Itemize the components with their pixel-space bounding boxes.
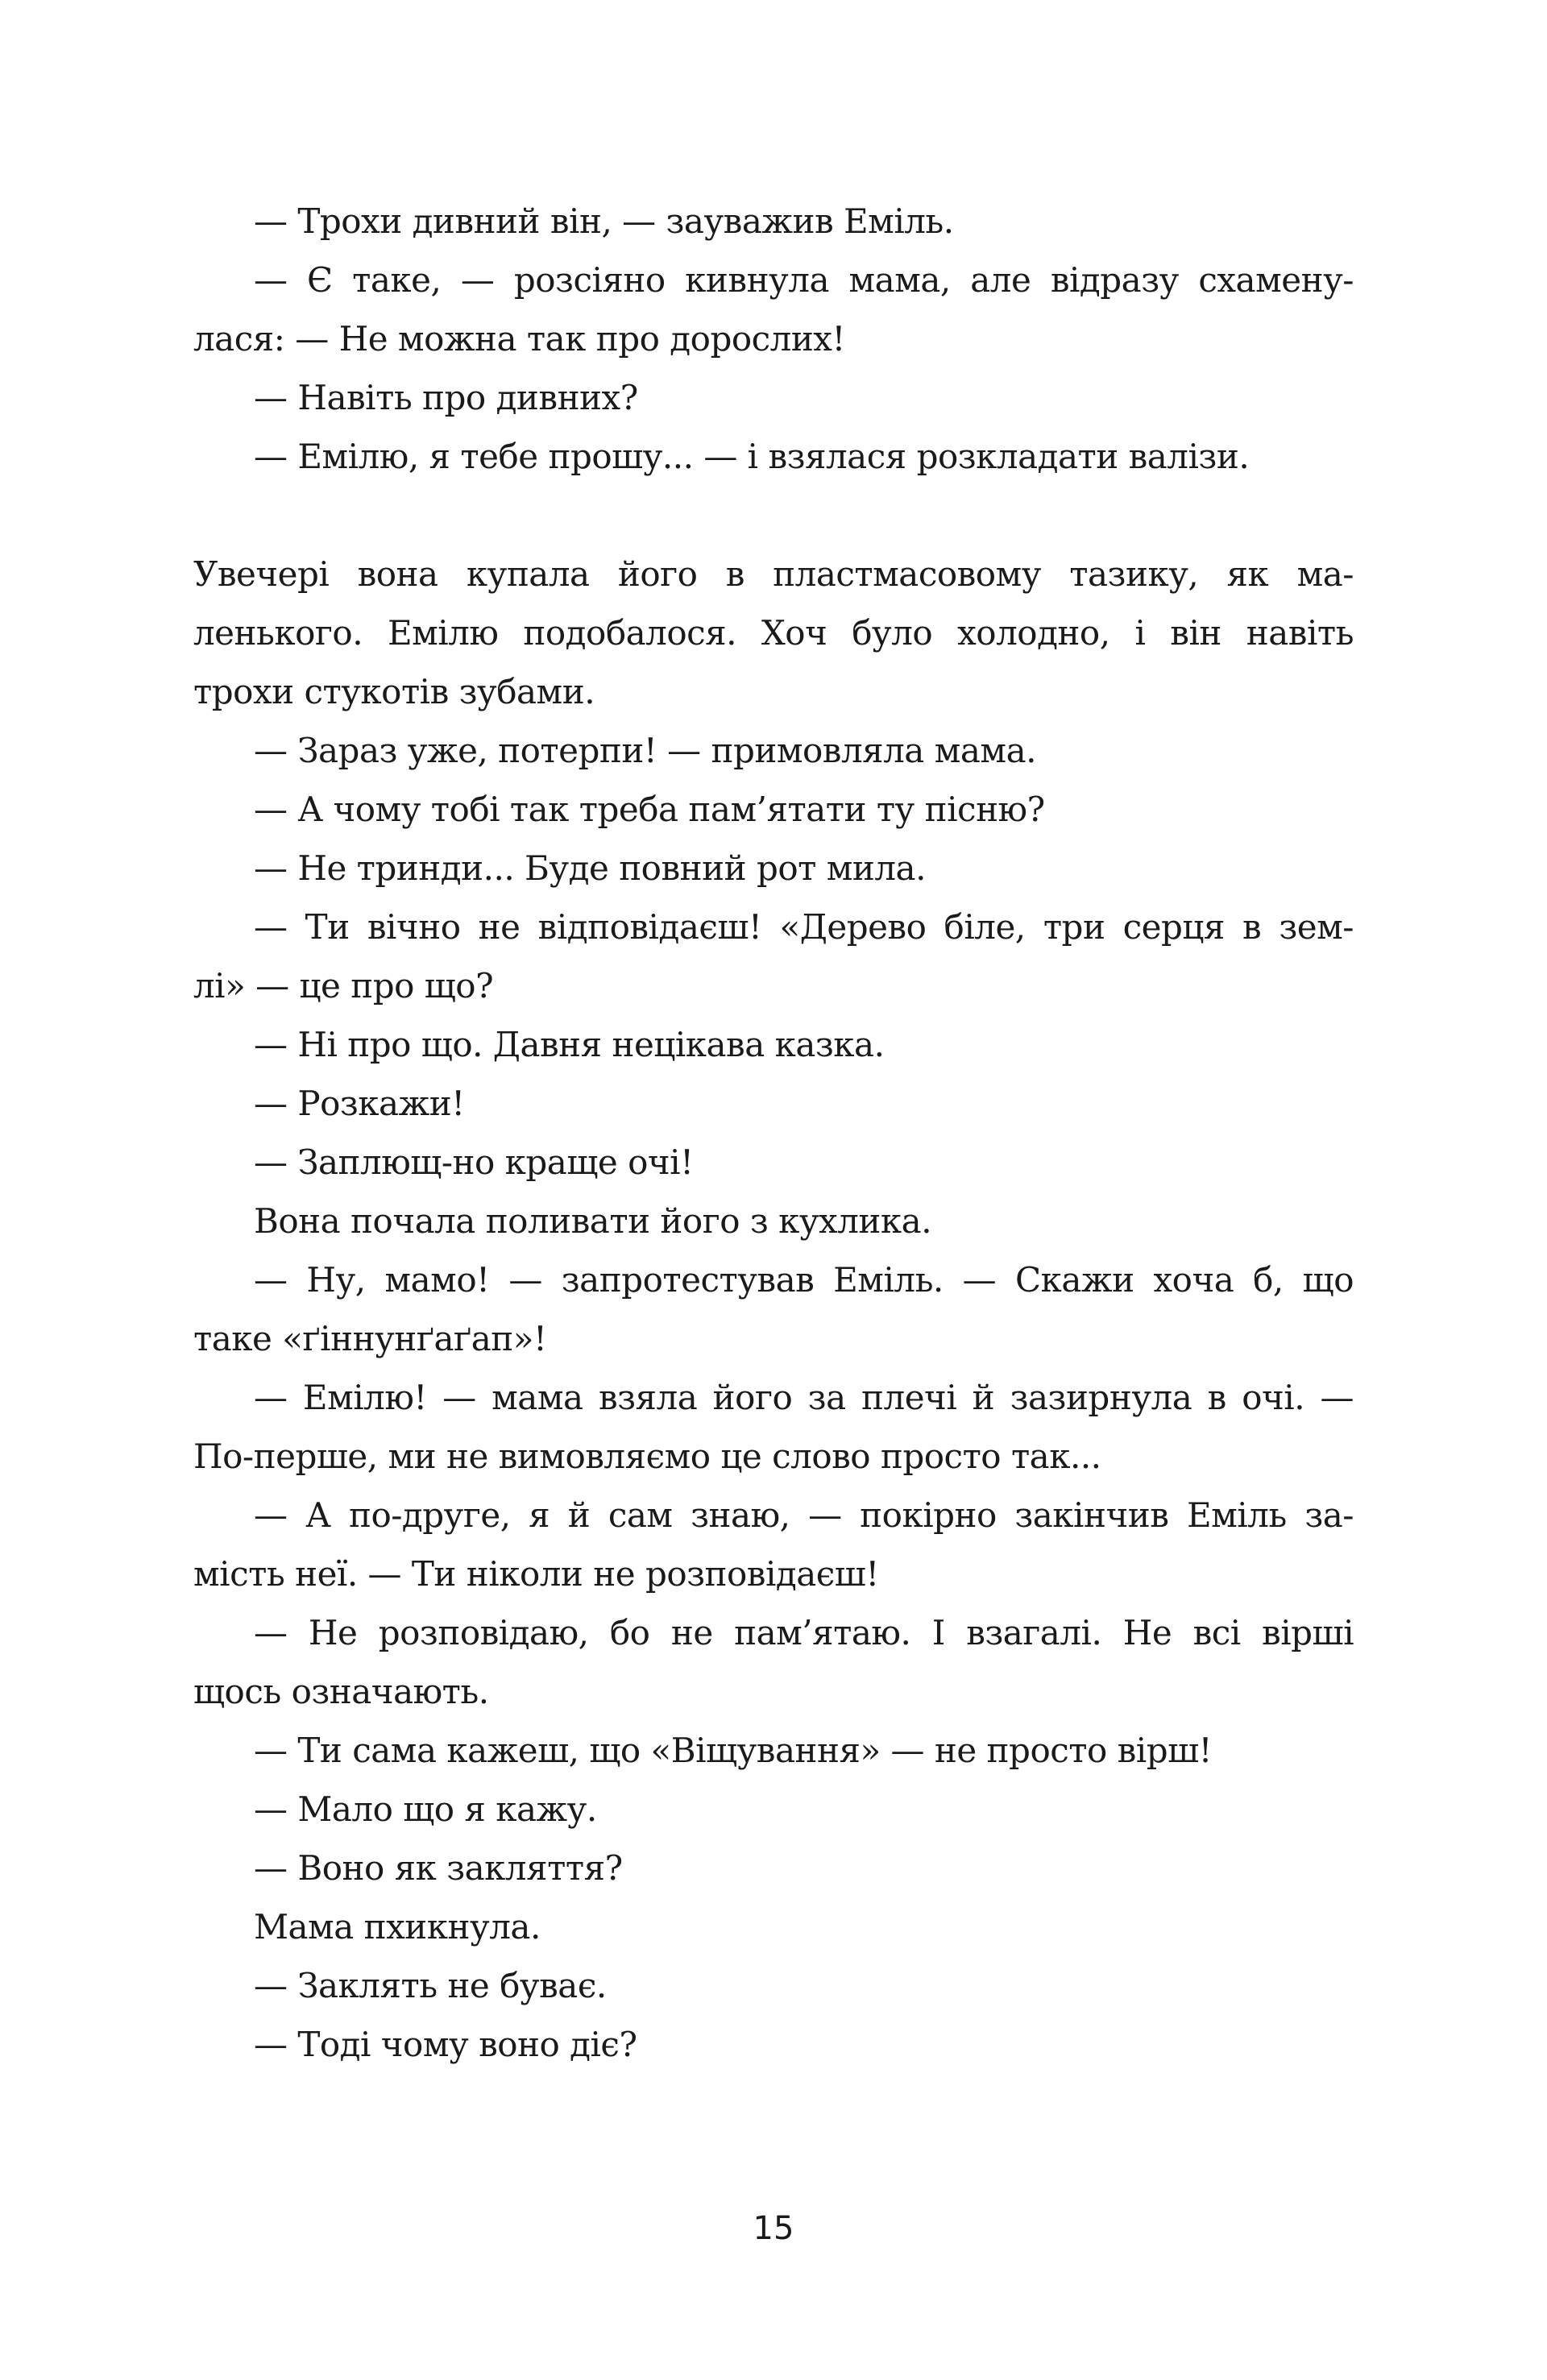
text-line: — Заплющ-но краще очі! [254,1142,694,1182]
text-line: Увечері вона купала його в пластмасовому тазику, як ма- [193,554,1354,594]
text-line: Вона почала поливати його з кухлика. [254,1201,932,1241]
text-line: По-перше, ми не вимовляємо це слово просто так... [193,1437,1101,1476]
text-line: — Ні про що. Давня нецікава казка. [254,1025,885,1064]
text-line: — А чому тобі так треба пам’ятати ту пісню? [254,790,1045,829]
text-line: — Навіть про дивних? [254,378,638,417]
text-line: — Емілю! — мама взяла його за плечі й зазирнула в очі. — [254,1378,1354,1417]
text-line: — Емілю, я тебе прошу... — і взялася розкладати валізи. [254,437,1250,476]
text-line: щось означають. [193,1672,489,1711]
text-lines [193,192,1354,2074]
text-line: — Мало що я кажу. [254,1789,597,1829]
text-line: лі» — це про що? [193,966,494,1005]
text-line: — Заклять не буває. [254,1966,607,2005]
text-line: — Ти вічно не відповідаєш! «Дерево біле, три серця в зем- [254,907,1354,947]
text-line: — Ти сама кажеш, що «Віщування» — не просто вірш! [254,1731,1213,1770]
text-line: мість неї. — Ти ніколи не розповідаєш! [193,1554,879,1594]
text-line: — Розкажи! [254,1084,465,1123]
text-line: — Не розповідаю, бо не пам’ятаю. І взагалі. Не всі вірші [254,1613,1354,1652]
text-line: трохи стукотів зубами. [193,672,595,711]
text-line: — Тоді чому воно діє? [254,2025,637,2064]
text-line: таке «ґіннунґаґап»! [193,1319,547,1358]
text-line: ленького. Емілю подобалося. Хоч було холодно, і він навіть [193,613,1354,653]
text-line: — Є таке, — розсіяно кивнула мама, але відразу схамену- [254,260,1354,300]
text-line: — Воно як закляття? [254,1848,623,1888]
text-line: Мама пхикнула. [254,1907,541,1947]
blank-line [193,486,1354,545]
text-line: — Ну, мамо! — запротестував Еміль. — Скажи хоча б, що [254,1260,1354,1300]
text-line: — Трохи дивний він, — зауважив Еміль. [254,201,954,241]
text-line: — А по-друге, я й сам знаю, — покірно закінчив Еміль за- [254,1495,1354,1535]
text-line: — Зараз уже, потерпи! — примовляла мама. [254,731,1036,770]
page-number: 15 [753,2210,794,2247]
text-line: лася: — Не можна так про дорослих! [193,319,845,359]
text-line: — Не тринди... Буде повний рот мила. [254,848,926,888]
